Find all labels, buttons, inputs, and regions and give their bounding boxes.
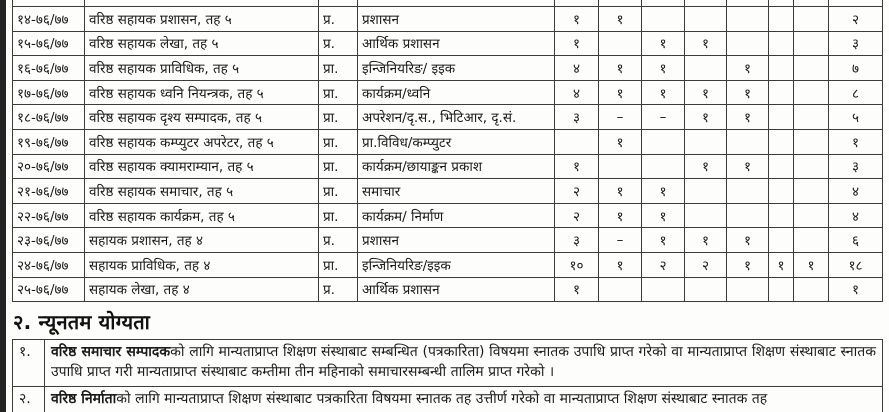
quota-cell-2: १	[599, 56, 642, 81]
total-cell: ४	[829, 203, 883, 228]
quota-cell-4	[685, 7, 727, 32]
quota-cell-5	[727, 129, 769, 154]
position-name-cell: वरिष्ठ सहायक लेखा, तह ५	[85, 31, 319, 56]
group-subgroup-cell: अपरेशन/दृ.स., भिटिआर, दृ.सं.	[358, 105, 555, 130]
quota-cell-4	[685, 203, 727, 228]
item-number: १.	[13, 340, 45, 387]
table-row	[13, 80, 883, 105]
table-row	[13, 154, 883, 179]
quota-cell-6	[769, 7, 794, 32]
quota-open-cell: १	[555, 154, 599, 179]
table-row	[13, 203, 883, 228]
service-cell: प्रा.	[319, 203, 358, 228]
quota-cell-6	[769, 154, 794, 179]
group-subgroup-cell: प्रा.विविध/कम्प्युटर	[358, 129, 555, 154]
quota-cell-7	[794, 129, 829, 154]
group-subgroup-cell: समाचार	[358, 179, 555, 204]
group-subgroup-cell: आर्थिक प्रशासन	[358, 277, 555, 302]
position-name-cell: वरिष्ठ सहायक क्यामराम्यान, तह ५	[85, 154, 319, 179]
quota-open-cell: २	[555, 203, 599, 228]
quota-cell-5	[727, 7, 769, 32]
quota-cell-3: १	[642, 31, 685, 56]
total-cell: ५	[829, 105, 883, 130]
service-cell: प्र.	[319, 31, 358, 56]
group-subgroup-cell: प्रशासन	[358, 7, 555, 32]
quota-cell-5: १	[727, 105, 769, 130]
quota-cell-4	[685, 129, 727, 154]
position-name-cell: सहायक लेखा, तह ४	[85, 277, 319, 302]
qualification-item-2	[13, 387, 883, 412]
quota-cell-2: १	[599, 129, 642, 154]
advertisement-number-cell: २३-७६/७७	[13, 228, 85, 253]
group-subgroup-cell: इन्जिनियरिङ/इइक	[358, 252, 555, 277]
quota-open-cell: ४	[555, 80, 599, 105]
quota-cell-3: १	[642, 56, 685, 81]
quota-cell-2	[599, 31, 642, 56]
quota-open-cell: १०	[555, 252, 599, 277]
item-text	[45, 387, 883, 412]
quota-cell-2	[599, 154, 642, 179]
quota-cell-7	[794, 179, 829, 204]
advertisement-number-cell: २०-७६/७७	[13, 154, 85, 179]
item-description: को लागि मान्यताप्राप्त शिक्षण संस्थाबाट पत्रकारिता विषयमा स्नातक तह उत्तीर्ण गरेको वा मान्यताप्राप्त शिक्षण संस्थाबाट स्नातक तह	[116, 391, 768, 408]
quota-cell-3	[642, 7, 685, 32]
quota-cell-2	[599, 277, 642, 302]
service-cell: प्रा.	[319, 179, 358, 204]
quota-cell-7	[794, 154, 829, 179]
quota-cell-6	[769, 31, 794, 56]
quota-cell-4: १	[685, 80, 727, 105]
total-cell: १८	[829, 252, 883, 277]
quota-cell-6	[769, 179, 794, 204]
quota-cell-7	[794, 56, 829, 81]
service-cell: प्र.	[319, 7, 358, 32]
quota-cell-7	[794, 228, 829, 253]
quota-cell-4: १	[685, 154, 727, 179]
advertisement-number-cell: १६-७६/७७	[13, 56, 85, 81]
quota-cell-6	[769, 129, 794, 154]
table-row	[13, 105, 883, 130]
total-cell: ३	[829, 154, 883, 179]
quota-cell-6	[769, 105, 794, 130]
total-cell: ३	[829, 31, 883, 56]
item-text	[45, 340, 883, 387]
group-subgroup-cell: कार्यक्रम/ध्वनि	[358, 80, 555, 105]
quota-cell-3	[642, 154, 685, 179]
group-subgroup-cell: आर्थिक प्रशासन	[358, 31, 555, 56]
advertisement-number-cell: १४-७६/७७	[13, 7, 85, 32]
position-name-cell: वरिष्ठ सहायक प्राविधिक, तह ५	[85, 56, 319, 81]
service-cell: प्रा.	[319, 252, 358, 277]
service-cell: प्र.	[319, 277, 358, 302]
advertisement-number-cell: १९-७६/७७	[13, 129, 85, 154]
vacancy-table	[12, 0, 883, 302]
quota-open-cell: २	[555, 179, 599, 204]
advertisement-number-cell: १५-७६/७७	[13, 31, 85, 56]
group-subgroup-cell: कार्यक्रम/छायाङ्कन प्रकाश	[358, 154, 555, 179]
position-name-cell: वरिष्ठ सहायक दृश्य सम्पादक, तह ५	[85, 105, 319, 130]
position-name-cell: सहायक प्राविधिक, तह ४	[85, 252, 319, 277]
quota-open-cell: ४	[555, 56, 599, 81]
quota-cell-2: १	[599, 252, 642, 277]
service-cell: प्रा.	[319, 129, 358, 154]
table-row	[13, 31, 883, 56]
advertisement-number-cell: १७-७६/७७	[13, 80, 85, 105]
quota-open-cell: १	[555, 31, 599, 56]
quota-open-cell: १	[555, 7, 599, 32]
quota-cell-4	[685, 179, 727, 204]
vacancy-table-body	[13, 0, 883, 302]
position-name-cell: वरिष्ठ सहायक समाचार, तह ५	[85, 179, 319, 204]
quota-cell-6	[769, 277, 794, 302]
quota-cell-3: –	[642, 105, 685, 130]
group-subgroup-cell: इन्जिनियरिङ/ इइक	[358, 56, 555, 81]
service-cell: प्रा.	[319, 154, 358, 179]
item-number: २.	[13, 387, 45, 412]
position-name-cell: वरिष्ठ सहायक प्रशासन, तह ५	[85, 7, 319, 32]
table-row	[13, 179, 883, 204]
quota-cell-2: –	[599, 105, 642, 130]
quota-cell-4: १	[685, 31, 727, 56]
quota-cell-7	[794, 105, 829, 130]
item-post-name: वरिष्ठ समाचार सम्पादक	[51, 344, 171, 361]
quota-open-cell: ३	[555, 105, 599, 130]
quota-cell-3	[642, 129, 685, 154]
quota-cell-3: १	[642, 203, 685, 228]
total-cell: १	[829, 129, 883, 154]
quota-cell-2: –	[599, 228, 642, 253]
quota-cell-4	[685, 277, 727, 302]
quota-cell-5	[727, 179, 769, 204]
quota-cell-7	[794, 203, 829, 228]
item-description: को लागि मान्यताप्राप्त शिक्षण संस्थाबाट सम्बन्धित (पत्रकारिता) विषयमा स्नातक उपाधि प्राप्त गरेको वा मान्यताप्राप्त शिक्षण संस्थाबाट स्नातक उपाधि प्राप्त गरी मान्यताप्राप्त संस्थाबाट कम्तीमा तीन महिनाको समाचारसम्बन्धी तालिम प्राप्त गरेको ।	[51, 344, 876, 380]
quota-cell-5: १	[727, 80, 769, 105]
item-post-name: वरिष्ठ निर्माता	[51, 391, 117, 408]
quota-cell-2: १	[599, 203, 642, 228]
position-name-cell: वरिष्ठ सहायक ध्वनि नियन्त्रक, तह ५	[85, 80, 319, 105]
table-row	[13, 228, 883, 253]
table-row	[13, 252, 883, 277]
quota-cell-7	[794, 277, 829, 302]
quota-cell-4: २	[685, 252, 727, 277]
service-cell: प्रा.	[319, 56, 358, 81]
total-cell: ८	[829, 80, 883, 105]
quota-cell-3: १	[642, 228, 685, 253]
service-cell: प्रा.	[319, 105, 358, 130]
document-content	[12, 0, 882, 412]
quota-cell-5: १	[727, 154, 769, 179]
page-scan-edge	[0, 0, 6, 412]
quota-cell-5: १	[727, 56, 769, 81]
position-name-cell: वरिष्ठ सहायक कम्प्युटर अपरेटर, तह ५	[85, 129, 319, 154]
table-row	[13, 7, 883, 32]
quota-cell-6: १	[769, 252, 794, 277]
total-cell: ४	[829, 179, 883, 204]
quota-cell-7	[794, 31, 829, 56]
advertisement-number-cell: १८-७६/७७	[13, 105, 85, 130]
position-name-cell: सहायक प्रशासन, तह ४	[85, 228, 319, 253]
total-cell: ७	[829, 56, 883, 81]
table-row	[13, 56, 883, 81]
quota-cell-4: १	[685, 105, 727, 130]
quota-cell-5	[727, 31, 769, 56]
qualification-table	[12, 339, 883, 412]
quota-cell-2: १	[599, 179, 642, 204]
table-row	[13, 129, 883, 154]
quota-cell-3: २	[642, 252, 685, 277]
quota-cell-6	[769, 80, 794, 105]
advertisement-number-cell: २२-७६/७७	[13, 203, 85, 228]
group-subgroup-cell: प्रशासन	[358, 228, 555, 253]
service-cell: प्रा.	[319, 80, 358, 105]
quota-cell-5	[727, 203, 769, 228]
quota-cell-6	[769, 203, 794, 228]
quota-cell-4	[685, 56, 727, 81]
qualification-item-1	[13, 340, 883, 387]
advertisement-number-cell: २४-७६/७७	[13, 252, 85, 277]
quota-cell-7: १	[794, 252, 829, 277]
group-subgroup-cell: कार्यक्रम/ निर्माण	[358, 203, 555, 228]
quota-cell-7	[794, 7, 829, 32]
quota-cell-7	[794, 80, 829, 105]
quota-cell-4: १	[685, 228, 727, 253]
quota-cell-6	[769, 56, 794, 81]
quota-cell-3: १	[642, 179, 685, 204]
advertisement-number-cell: २१-७६/७७	[13, 179, 85, 204]
quota-cell-5: १	[727, 252, 769, 277]
quota-open-cell	[555, 129, 599, 154]
position-name-cell: वरिष्ठ सहायक कार्यक्रम, तह ५	[85, 203, 319, 228]
quota-cell-5	[727, 277, 769, 302]
quota-cell-2: १	[599, 7, 642, 32]
table-row	[13, 277, 883, 302]
total-cell: २	[829, 7, 883, 32]
quota-cell-3	[642, 277, 685, 302]
quota-cell-2: १	[599, 80, 642, 105]
service-cell: प्र.	[319, 228, 358, 253]
total-cell: ६	[829, 228, 883, 253]
quota-open-cell: ३	[555, 228, 599, 253]
quota-cell-5: १	[727, 228, 769, 253]
total-cell: १	[829, 277, 883, 302]
quota-cell-3: १	[642, 80, 685, 105]
quota-open-cell: १	[555, 277, 599, 302]
section-heading: २. न्यूनतम योग्यता	[13, 310, 151, 335]
quota-cell-6	[769, 228, 794, 253]
advertisement-number-cell: २५-७६/७७	[13, 277, 85, 302]
